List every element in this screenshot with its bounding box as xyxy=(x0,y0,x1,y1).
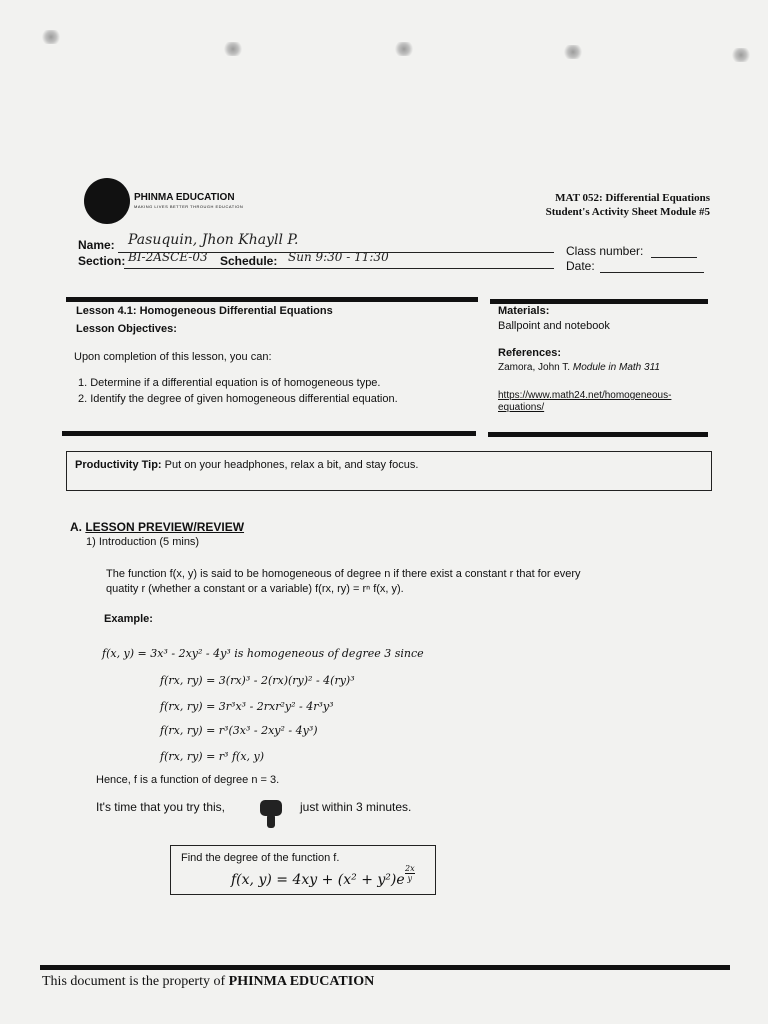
exercise-equation: f(x, y) = 4xy + (x² + y²)e xyxy=(231,872,405,888)
tip-body: Put on your headphones, relax a bit, and stay focus. xyxy=(161,459,419,471)
scan-mark xyxy=(730,48,752,62)
footer-rule xyxy=(40,965,730,970)
reference-link-cont[interactable]: equations/ xyxy=(498,402,545,413)
definition-line-1: The function f(x, y) is said to be homogeneous of degree n if there exist a constant r that for every xyxy=(106,568,581,580)
lesson-bottom-rule xyxy=(62,431,476,436)
reference-title: Module in Math 311 xyxy=(572,362,660,373)
pointing-hand-icon xyxy=(254,796,288,830)
lesson-title: Lesson 4.1: Homogeneous Differential Equations xyxy=(76,305,333,317)
scan-mark xyxy=(562,45,584,59)
conclusion: Hence, f is a function of degree n = 3. xyxy=(96,774,280,786)
example-main: f(x, y) = 3x³ - 2xy² - 4y³ is homogeneous of degree 3 since xyxy=(102,647,424,660)
schedule-label: Schedule: xyxy=(220,254,278,268)
class-number-line xyxy=(651,257,697,258)
footer-prefix: This document is the property of xyxy=(42,974,229,989)
try-text-2: just within 3 minutes. xyxy=(300,800,412,814)
lesson-top-rule xyxy=(66,297,478,302)
example-step: f(rx, ry) = 3r³x³ - 2rxr²y² - 4r³y³ xyxy=(160,700,334,713)
materials-bottom-rule xyxy=(488,432,708,437)
exercise-exponent xyxy=(405,864,415,883)
section-title: LESSON PREVIEW/REVIEW xyxy=(85,520,245,534)
tip-text xyxy=(75,459,418,471)
try-text: It's time that you try this, xyxy=(96,800,225,814)
section-a-heading xyxy=(70,520,244,534)
example-step: f(rx, ry) = r³(3x³ - 2xy² - 4y³) xyxy=(160,724,318,737)
footer-brand: PHINMA EDUCATION xyxy=(228,974,375,989)
logo-text: PHINMA EDUCATION xyxy=(134,192,235,203)
reference-link[interactable]: https://www.math24.net/homogeneous- xyxy=(498,390,672,401)
example-label: Example: xyxy=(104,613,153,625)
scan-mark xyxy=(393,42,415,56)
date-line xyxy=(600,272,704,273)
class-number-label: Class number: xyxy=(566,244,644,258)
exponent-numerator: 2x xyxy=(405,864,415,873)
exponent-denominator: y xyxy=(407,874,413,883)
example-step: f(rx, ry) = r³ f(x, y) xyxy=(160,750,265,763)
objectives-label: Lesson Objectives: xyxy=(76,323,177,335)
course-title: MAT 052: Differential Equations xyxy=(555,192,710,204)
scan-mark xyxy=(222,42,244,56)
name-label: Name: xyxy=(78,238,115,252)
sheet-title: Student's Activity Sheet Module #5 xyxy=(545,206,710,218)
definition-line-2: quatity r (whether a constant or a variable) f(rx, ry) = rⁿ f(x, y). xyxy=(106,583,404,595)
objectives-intro: Upon completion of this lesson, you can: xyxy=(74,351,272,363)
materials-top-rule xyxy=(490,299,708,304)
name-value: Pasuquin, Jhon Khayll P. xyxy=(128,232,299,248)
section-value: BI-2ASCE-03 xyxy=(128,250,208,264)
section-underline xyxy=(124,268,554,269)
tip-label: Productivity Tip: xyxy=(75,459,162,471)
phinma-logo-icon xyxy=(84,178,130,224)
reference-author: Zamora, John T. xyxy=(498,362,573,373)
schedule-value: Sun 9:30 - 11:30 xyxy=(288,250,389,264)
materials-value: Ballpoint and notebook xyxy=(498,320,610,332)
reference-text xyxy=(498,362,660,373)
productivity-tip-box xyxy=(66,451,712,491)
intro-heading: 1) Introduction (5 mins) xyxy=(86,536,200,548)
exercise-box xyxy=(170,845,436,895)
example-step: f(rx, ry) = 3(rx)³ - 2(rx)(ry)² - 4(ry)³ xyxy=(160,674,355,687)
exercise-prompt: Find the degree of the function f. xyxy=(181,852,340,864)
objective-item: 2. Identify the degree of given homogeneous differential equation. xyxy=(78,393,398,405)
section-letter: A. xyxy=(70,520,82,534)
section-label: Section: xyxy=(78,254,126,268)
references-label: References: xyxy=(498,347,561,359)
scan-mark xyxy=(40,30,62,44)
materials-label: Materials: xyxy=(498,305,550,317)
logo-tagline: MAKING LIVES BETTER THROUGH EDUCATION xyxy=(134,204,244,209)
date-label: Date: xyxy=(566,259,595,273)
footer-text xyxy=(42,974,374,990)
objective-item: 1. Determine if a differential equation is of homogeneous type. xyxy=(78,377,381,389)
